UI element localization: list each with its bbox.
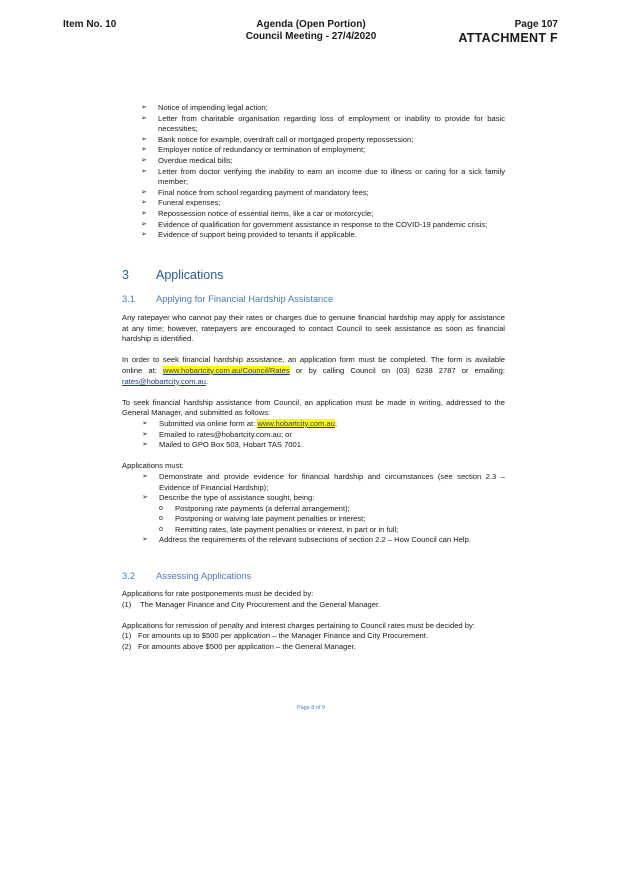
list-item: ➢ Final notice from school regarding payment of mandatory fees; bbox=[122, 188, 505, 199]
list-item: ➢ Overdue medical bills; bbox=[122, 156, 505, 167]
list-item: ➢ Demonstrate and provide evidence for financial hardship and circumstances (see section 2.3 – Evidence of Financial Hardship); bbox=[122, 472, 505, 493]
item-number-label: (1) bbox=[122, 599, 132, 609]
submit-online-prefix: Submitted via online form at: bbox=[159, 418, 258, 428]
assistance-types-list bbox=[159, 504, 505, 536]
item-text: For amounts above $500 per application – the General Manager. bbox=[138, 641, 356, 651]
meeting-date: Council Meeting - 27/4/2020 bbox=[245, 31, 377, 42]
agenda-title: Agenda (Open Portion) bbox=[256, 19, 366, 30]
rates-page-link[interactable]: www.hobartcity.com.au/Council/Rates bbox=[162, 365, 290, 375]
list-item: ➢ Letter from doctor verifying the inability to earn an income due to illness or caring for a sick family member; bbox=[122, 167, 505, 188]
list-item: o Postponing or waiving late payment penalties or interest; bbox=[159, 514, 505, 525]
evidence-list-block bbox=[122, 103, 505, 241]
page-header bbox=[458, 19, 558, 45]
remission-item-1 bbox=[122, 631, 505, 642]
submit-online-suffix: ; bbox=[334, 418, 337, 428]
hobartcity-link[interactable]: www.hobartcity.com.au bbox=[257, 418, 335, 428]
form-text-before: In order to seek financial hardship assistance, an application form must be completed. The form is available online at: bbox=[122, 355, 505, 375]
list-item: ➢ Funeral expenses; bbox=[122, 198, 505, 209]
paragraph-application-form bbox=[122, 355, 505, 387]
list-item: ➢ Evidence of support being provided to tenants if applicable. bbox=[122, 230, 505, 241]
item-text: For amounts up to $500 per application – the Manager Finance and City Procurement. bbox=[138, 631, 428, 641]
section-3-heading bbox=[122, 268, 505, 282]
paragraph-submission: To seek financial hardship assistance from Council, an application must be made in writing, addressed to the General Manager, and submitted as follows: bbox=[122, 397, 505, 418]
postponement-intro: Applications for rate postponements must be decided by: bbox=[122, 589, 314, 598]
postponement-item-1 bbox=[122, 600, 505, 611]
item-text: The Manager Finance and City Procurement and the General Manager. bbox=[140, 599, 381, 609]
item-number: Item No. 10 bbox=[63, 19, 117, 30]
form-text-end: . bbox=[205, 376, 209, 386]
remission-item-2 bbox=[122, 642, 505, 653]
section-3-1-heading bbox=[122, 293, 505, 305]
form-text-middle: or by calling Council on (03) 6238 2787 or emailing: bbox=[289, 365, 505, 375]
list-item: o Postponing rate payments (a deferral arrangement); bbox=[159, 504, 505, 515]
section-3-2-title: Assessing Applications bbox=[156, 570, 252, 581]
paragraph-hardship-intro: Any ratepayer who cannot pay their rates or charges due to genuine financial hardship may apply for assistance at any time; however, ratepayers are encouraged to contact Council to seek assistance as soon as financial hardship is identified. bbox=[122, 313, 505, 344]
list-item: ➢ Employer notice of redundancy or termination of employment; bbox=[122, 145, 505, 156]
list-item: ➢ Bank notice for example, overdraft call or mortgaged property repossession; bbox=[122, 135, 505, 146]
item-number-label: (1) bbox=[122, 631, 132, 641]
evidence-list bbox=[122, 103, 505, 241]
list-item: ➢ Address the requirements of the relevant subsections of section 2.2 – How Council can Help. bbox=[122, 535, 505, 546]
assistance-type-label: Describe the type of assistance sought, being: bbox=[159, 493, 315, 503]
applications-must-label: Applications must: bbox=[122, 461, 184, 471]
attachment-label: ATTACHMENT F bbox=[458, 31, 558, 45]
section-3-2-body bbox=[122, 589, 505, 653]
list-item: ➢ Repossession notice of essential items, like a car or motorcycle; bbox=[122, 209, 505, 220]
list-item: ➢ Letter from charitable organisation regarding loss of employment or inability to provide for basic necessities; bbox=[122, 114, 505, 135]
list-item: ➢ Notice of impending legal action; bbox=[122, 103, 505, 114]
list-item: o Remitting rates, late payment penalties or interest, in part or in full; bbox=[159, 525, 505, 536]
section-3-1-body bbox=[122, 313, 505, 546]
section-3-1-number: 3.1 bbox=[122, 293, 136, 304]
list-item: ➢ Evidence of qualification for government assistance in response to the COVID-19 pandemic crisis; bbox=[122, 220, 505, 231]
applications-must-list bbox=[122, 472, 505, 546]
list-item bbox=[122, 419, 505, 430]
section-3-1-title: Applying for Financial Hardship Assistance bbox=[156, 293, 334, 304]
section-3-2-heading bbox=[122, 570, 505, 582]
remission-intro: Applications for remission of penalty and interest charges pertaining to Council rates must be decided by: bbox=[122, 620, 475, 630]
submission-methods-list bbox=[122, 419, 505, 451]
section-3-1-heading-block bbox=[122, 293, 505, 305]
list-item: ➢ Emailed to rates@hobartcity.com.au; or bbox=[122, 430, 505, 441]
list-item bbox=[122, 493, 505, 535]
section-3-number: 3 bbox=[122, 268, 129, 282]
section-3-2-number: 3.2 bbox=[122, 570, 136, 581]
page-footer: Page 8 of 9 bbox=[296, 705, 326, 711]
item-number-label: (2) bbox=[122, 641, 132, 651]
list-item: ➢ Mailed to GPO Box 503, Hobart TAS 7001. bbox=[122, 440, 505, 451]
section-3-heading-block bbox=[122, 268, 505, 282]
rates-email-link[interactable]: rates@hobartcity.com.au bbox=[122, 376, 206, 386]
page-number: Page 107 bbox=[514, 19, 558, 30]
section-3-2-heading-block bbox=[122, 570, 505, 582]
section-3-title: Applications bbox=[156, 268, 224, 282]
